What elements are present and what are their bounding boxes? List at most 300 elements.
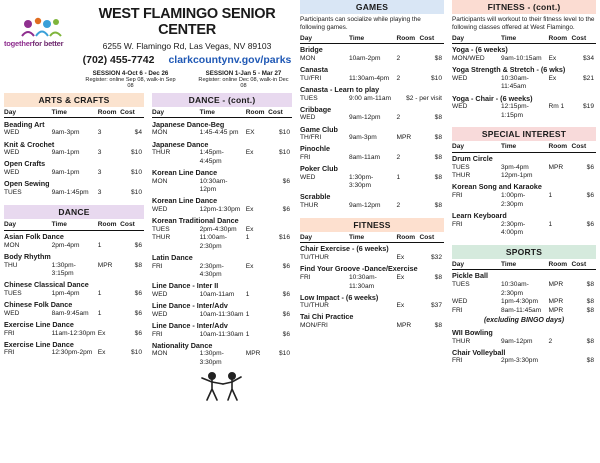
table-header-row (452, 35, 596, 44)
th-day: Day (4, 109, 52, 118)
class-name-row (300, 311, 444, 322)
cell-time: 2pm-3:30pm (500, 357, 538, 365)
table-row (300, 202, 444, 211)
session-4 (82, 70, 179, 89)
cell-room: Ex (396, 254, 405, 262)
table-row (152, 350, 292, 367)
class-name: Pickle Ball (452, 271, 488, 281)
table-row (152, 178, 292, 195)
cell-room (548, 357, 571, 366)
table-row (452, 281, 596, 298)
cell-room: 1 (548, 220, 553, 228)
cell-time: 1:00pm-2:30pm (500, 192, 526, 208)
cell-time: 8am-11am (348, 154, 380, 162)
cell-day: WED (452, 74, 468, 82)
fitness-cont-note: Participants will workout to their fitness level to the following classes offered at West Flamingo. (452, 16, 595, 32)
cell-day: TH/FRI (300, 134, 322, 142)
th-time: Time (349, 234, 397, 243)
cell-day: THUR (452, 172, 471, 180)
cell-day: FRI (152, 262, 163, 270)
th-cost: Cost (120, 109, 144, 118)
cell-time: 9am-1pm (51, 149, 80, 157)
class-name-row (152, 166, 292, 177)
session-1-sub: Register: online Dec 08, walk-in Dec 08 (198, 77, 289, 89)
class-name-row (452, 181, 596, 192)
cell-time: 10am-2pm (348, 55, 381, 63)
cell-time: 11:30am-4pm (348, 74, 390, 82)
cell-cost: $6 (586, 163, 594, 171)
th-time: Time (52, 221, 98, 230)
cell-cost: $8 (434, 55, 442, 63)
cell-day: THUR (152, 234, 171, 242)
fitness-cont-bar: FITNESS - (cont.) (452, 0, 596, 14)
cell-day: MON (4, 241, 20, 249)
cell-day: THU (4, 261, 18, 269)
dancing-couple-icon (192, 369, 252, 403)
table-header-row (4, 109, 144, 118)
class-name-row (452, 152, 596, 164)
class-name-row (4, 338, 144, 349)
dance-bar: DANCE (4, 205, 144, 219)
cell-room: MPR (548, 163, 564, 171)
th-cost: Cost (420, 35, 445, 44)
cell-day: FRI (452, 220, 463, 228)
cell-day: MON (300, 55, 316, 63)
class-name-row (4, 158, 144, 169)
th-room: Room (98, 109, 120, 118)
table-row (4, 290, 144, 299)
cell-cost: $10 (130, 188, 142, 196)
cell-day: THUR (452, 337, 471, 345)
table-row (452, 357, 596, 366)
class-name: Chinese Classical Dance (4, 280, 89, 290)
session-4-sub: Register: online Sep 08, walk-in Sep 08 (85, 77, 176, 89)
cell-room: 2 (396, 114, 401, 122)
cell-day: MON (152, 129, 168, 137)
session-1-title: SESSION 1-Jan 5 - Mar 27 (205, 70, 282, 77)
cell-time: 8am-11:45am (500, 306, 542, 314)
cell-time: 9am-1pm (51, 169, 80, 177)
th-day: Day (4, 221, 52, 230)
th-cost: Cost (572, 261, 597, 270)
cell-cost: $19 (582, 103, 594, 111)
class-name: Yoga Strength & Stretch - (6 wks) (452, 65, 566, 75)
class-name: Cribbage (300, 104, 332, 114)
cell-time: 3pm-4pm (500, 163, 529, 171)
cell-room: Ex (548, 55, 557, 63)
cell-time: 1pm-4:30pm (500, 298, 538, 306)
cell-day: WED (4, 169, 20, 177)
th-cost: Cost (420, 234, 445, 243)
cell-time: 12pm-1:30pm (199, 205, 241, 213)
class-name: Asian Folk Dance (4, 232, 64, 242)
class-name-row (4, 138, 144, 149)
address-line: 6255 W. Flamingo Rd, Las Vegas, NV 89103 (102, 41, 272, 51)
class-name-row (452, 64, 596, 75)
cell-time: 9am-3pm (348, 134, 377, 142)
table-row (4, 242, 144, 251)
cell-time: 2:30pm-4:30pm (199, 262, 224, 279)
cell-day: TUES (452, 163, 470, 171)
class-name: Exercise Line Dance (4, 319, 74, 329)
table-row (4, 189, 144, 198)
cell-cost: $8 (586, 337, 594, 345)
cell-room: Ex (396, 302, 405, 310)
cell-room: 1 (245, 234, 250, 242)
table-row (300, 274, 444, 291)
class-name: Open Crafts (4, 159, 46, 169)
cell-room: Ex (396, 273, 405, 281)
cell-cost: $37 (430, 302, 442, 310)
th-day: Day (152, 109, 200, 118)
table-row (300, 134, 444, 143)
cell-cost: $8 (434, 134, 442, 142)
cell-day: WED (152, 205, 168, 213)
cell-room: Ex (548, 74, 557, 82)
th-room: Room (396, 234, 419, 243)
table-row (300, 55, 444, 64)
cell-time: 9am-12pm (500, 337, 533, 345)
cell-cost: $10 (130, 349, 142, 357)
cell-day: TUES (4, 188, 22, 196)
cell-time: 11am-12:30pm (51, 329, 96, 337)
table-row (152, 226, 292, 235)
class-name: Canasta - Learn to play (300, 84, 380, 94)
cell-room: 1 (396, 173, 401, 181)
table-row (4, 149, 144, 158)
class-name-row (300, 291, 444, 302)
cell-day: TUES (4, 289, 22, 297)
cell-time: 1:45-4:45 pm (199, 129, 239, 137)
table-row (152, 234, 292, 251)
th-time: Time (52, 109, 98, 118)
cell-cost: $10 (430, 74, 442, 82)
contact-row (82, 54, 292, 66)
table-row (152, 149, 292, 166)
cell-cost: $6 (134, 329, 142, 337)
class-name-row (4, 279, 144, 290)
cell-room: Ex (245, 149, 254, 157)
cell-cost: $6 (282, 330, 290, 338)
class-name-row (152, 251, 292, 262)
cell-day: MON/FRI (300, 322, 328, 330)
cell-cost: $6 (134, 241, 142, 249)
sports-table (452, 261, 596, 316)
cell-day: FRI (452, 192, 463, 200)
cell-time: 9am-3pm (51, 129, 80, 137)
cell-time: 2pm-4pm (51, 241, 80, 249)
table-row (300, 174, 444, 191)
table-row (4, 262, 144, 279)
cell-time: 1:45pm-4:45pm (199, 149, 224, 165)
cell-room: 1 (245, 290, 250, 298)
th-cost: Cost (572, 35, 597, 44)
cell-time: 10am-11:30am (199, 330, 244, 338)
class-name-row (452, 209, 596, 220)
table-row (300, 154, 444, 163)
fitness-cont-section (448, 0, 600, 369)
th-time: Time (349, 35, 397, 44)
table-row (152, 311, 292, 320)
table-row (4, 330, 144, 339)
cell-cost: $10 (278, 350, 290, 358)
cell-room: MPR (548, 306, 564, 314)
class-name-row (300, 242, 444, 254)
class-name: Poker Club (300, 164, 338, 174)
class-name: WII Bowling (452, 327, 493, 337)
cell-room: Ex (245, 205, 254, 213)
cell-cost: $6 (282, 310, 290, 318)
cell-room: Rm 1 (548, 103, 565, 111)
class-name-row (4, 178, 144, 189)
cell-day: TU/FRI (300, 74, 322, 82)
cell-room: 3 (97, 169, 102, 177)
cell-day: FRI (4, 329, 15, 337)
cell-cost: $32 (430, 254, 442, 262)
phone-number[interactable]: (702) 455-7742 (82, 54, 155, 66)
cell-room: 1 (548, 192, 553, 200)
th-day: Day (300, 35, 349, 44)
cell-day: FRI (452, 306, 463, 314)
cell-time: 9am-12pm (348, 114, 381, 122)
session-row (82, 70, 292, 89)
cell-room: 2 (396, 154, 401, 162)
class-name-row (452, 92, 596, 103)
class-name: Yoga - (6 weeks) (452, 45, 508, 55)
table-row (4, 129, 144, 138)
class-name: Scrabble (300, 192, 331, 202)
class-name-row (452, 326, 596, 337)
cell-cost: $10 (278, 149, 290, 157)
dance-cont-section (148, 93, 296, 405)
cell-room: Ex (97, 329, 106, 337)
cell-cost: $8 (586, 281, 594, 289)
th-time: Time (501, 261, 549, 270)
class-name: Japanese Dance (152, 139, 209, 149)
class-name: Bridge (300, 45, 323, 55)
cell-room: Ex (97, 349, 106, 357)
table-row (452, 338, 596, 347)
cell-cost: $8 (434, 273, 442, 281)
class-name: Pinochle (300, 144, 330, 154)
th-cost: Cost (268, 109, 292, 118)
cell-room: Ex (245, 225, 254, 233)
table-row (452, 55, 596, 64)
cell-cost (268, 226, 292, 235)
class-name-row (300, 123, 444, 134)
arts-crafts-bar: ARTS & CRAFTS (4, 93, 144, 107)
class-name-row (152, 319, 292, 330)
table-header-row (4, 221, 144, 230)
th-room: Room (246, 109, 268, 118)
class-name-row (300, 83, 444, 94)
dance-table-right (152, 109, 292, 367)
cell-cost: $6 (282, 177, 290, 185)
class-name: Knit & Crochet (4, 139, 55, 149)
cell-day: WED (4, 129, 20, 137)
fitness-cont-table (452, 35, 596, 121)
games-bar: GAMES (300, 0, 444, 14)
cell-time: 9am-1:45pm (51, 188, 89, 196)
cell-day: THUR (300, 202, 319, 210)
cell-cost: $21 (582, 74, 594, 82)
cell-room: 1 (97, 289, 102, 297)
cell-room: MPR (97, 261, 113, 269)
th-room: Room (98, 221, 120, 230)
cell-room: 1 (245, 310, 250, 318)
cell-day: WED (300, 114, 316, 122)
sports-table-2 (452, 326, 596, 366)
cell-room: 3 (97, 129, 102, 137)
table-row (300, 75, 444, 84)
cell-day: TUES (300, 94, 318, 102)
table-row (452, 298, 596, 307)
class-name: Line Dance - Inter/Adv (152, 320, 228, 330)
cell-time: 1:30pm-3:15pm (51, 261, 76, 278)
cell-day: THUR (152, 149, 171, 157)
class-name: Latin Dance (152, 252, 193, 262)
sports-bar: SPORTS (452, 245, 596, 259)
class-name-row (300, 163, 444, 174)
cell-room: 1 (97, 241, 102, 249)
cell-time: 10:30am-11:45am (500, 74, 529, 91)
cell-time: 12:30pm-2pm (51, 349, 93, 357)
th-day: Day (300, 234, 349, 243)
cell-day: FRI (300, 154, 311, 162)
cell-room: 2 (396, 202, 401, 210)
class-name-row (300, 143, 444, 154)
class-name: Korean Line Dance (152, 167, 218, 177)
cell-cost: $10 (278, 129, 290, 137)
fitness-table (300, 234, 444, 331)
cell-room: 2 (548, 337, 553, 345)
class-name: Korean Line Dance (152, 196, 218, 206)
cell-cost: $8 (434, 322, 442, 330)
logo-text-forbetter: for better (32, 39, 64, 48)
table-row (152, 206, 292, 215)
page-header (0, 0, 296, 89)
th-time: Time (200, 109, 246, 118)
games-note: Participants can socialize while playing the following games. (300, 16, 421, 32)
table-row (300, 114, 444, 123)
cell-time: 9am-12pm (348, 202, 381, 210)
class-name-row (152, 118, 292, 130)
class-name: Chinese Folk Dance (4, 300, 73, 309)
cell-day: TU/THUR (300, 302, 329, 310)
class-name-row (300, 263, 444, 274)
cell-day: WED (4, 309, 20, 317)
table-row (452, 192, 596, 209)
cell-time: 1pm-4pm (51, 289, 80, 297)
cell-day: TU/THUR (300, 254, 329, 262)
session-1 (195, 70, 292, 89)
table-row (152, 331, 292, 340)
th-day: Day (452, 143, 501, 152)
th-time: Time (501, 143, 549, 152)
cell-cost: $6 (586, 220, 594, 228)
column-middle (296, 0, 448, 463)
special-interest-bar: SPECIAL INTEREST (452, 127, 596, 141)
cell-time: 10:30am-12pm (199, 177, 228, 194)
class-name: Low Impact - (6 weeks) (300, 292, 379, 302)
cell-time: 11:00am-2:30pm (199, 234, 227, 250)
class-name-row (4, 299, 144, 310)
table-row (4, 349, 144, 358)
class-name-row (300, 64, 444, 75)
class-name: Open Sewing (4, 179, 50, 189)
class-name: Learn Keyboard (452, 210, 507, 220)
class-name: Body Rhythm (4, 251, 51, 261)
class-name-row (452, 346, 596, 357)
class-name: Chair Volleyball (452, 347, 506, 357)
table-header-row (152, 109, 292, 118)
column-left (0, 0, 296, 463)
games-table (300, 35, 444, 211)
cell-room: Ex (245, 262, 254, 270)
cell-time: 9am-10:15am (500, 55, 542, 63)
cell-cost: $8 (434, 202, 442, 210)
table-row (452, 164, 596, 173)
th-room: Room (548, 35, 571, 44)
cell-cost: $6 (282, 262, 290, 270)
class-name: Line Dance - Inter/Adv (152, 301, 228, 311)
table-row (300, 302, 444, 311)
cell-room: 2 (396, 55, 401, 63)
class-name: Korean Traditional Dance (152, 215, 239, 225)
cell-time: 8am-9:45am (51, 309, 89, 317)
class-name-row (300, 191, 444, 202)
cell-time: 2:30pm-4:00pm (500, 220, 526, 237)
cell-day: TUES (452, 281, 470, 289)
cell-time: 2pm-4:30pm (199, 225, 237, 233)
cell-day: MON (152, 177, 168, 185)
class-name: Beading Art (4, 119, 45, 129)
dancers-illustration (152, 367, 292, 405)
table-row (452, 307, 596, 316)
class-name-row (4, 118, 144, 130)
th-room: Room (396, 35, 419, 44)
table-row (152, 263, 292, 280)
cell-time: 12:15pm-1:15pm (500, 103, 529, 119)
cell-time: 1:30pm-3:30pm (199, 350, 224, 366)
table-header-row (300, 35, 444, 44)
website-link[interactable]: clarkcountynv.gov/parks (168, 54, 292, 66)
class-name: Japanese Dance-Beg (152, 119, 225, 129)
class-name: Find Your Groove -Dance/Exercise (300, 264, 418, 274)
class-name-row (152, 138, 292, 149)
table-row (300, 95, 444, 104)
cell-day: WED (152, 290, 168, 298)
cell-cost: $6 (282, 205, 290, 213)
cell-cost: $4 (134, 129, 142, 137)
cell-room: MPR (396, 322, 412, 330)
th-room: Room (548, 261, 571, 270)
cell-cost: $6 (586, 192, 594, 200)
table-row (152, 129, 292, 138)
special-interest-table (452, 143, 596, 237)
cell-cost: $8 (434, 173, 442, 181)
class-name-row (152, 195, 292, 206)
cell-cost: $8 (586, 357, 594, 365)
cell-day: WED (300, 173, 316, 181)
cell-time: 10am-11:30am (199, 310, 244, 318)
th-room: Room (548, 143, 571, 152)
games-section (296, 0, 448, 334)
fitness-bar: FITNESS (300, 218, 444, 232)
cell-room: 3 (97, 188, 102, 196)
cell-day: MON (152, 350, 168, 358)
class-name: Yoga - Chair - (6 weeks) (452, 93, 533, 103)
